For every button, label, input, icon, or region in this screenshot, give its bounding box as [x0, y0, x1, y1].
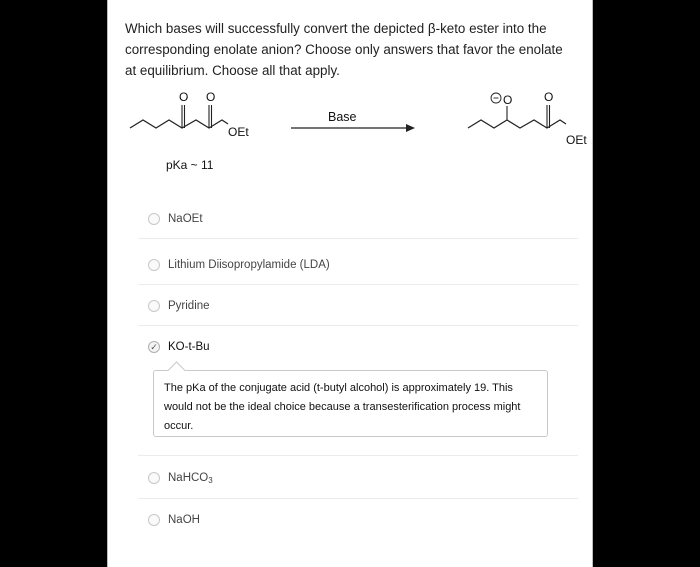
option-naoet-label: NaOEt [168, 213, 203, 225]
option-ko-t-bu-checkbox[interactable] [148, 341, 160, 353]
check-icon: ✓ [150, 341, 158, 352]
product-oxygen-enolate: O [503, 93, 513, 107]
reactant-oxygen-2: O [206, 90, 216, 104]
option-divider [138, 325, 578, 326]
option-nahco3-formula: NaHCO [168, 471, 209, 484]
reaction-arrow-head [406, 124, 415, 132]
option-lda-label: Lithium Diisopropylamide (LDA) [168, 259, 330, 271]
option-naoet[interactable] [148, 210, 568, 228]
option-divider [138, 284, 578, 285]
option-ko-t-bu-label: KO-t-Bu [168, 341, 210, 353]
option-nahco3-subscript: 3 [208, 475, 213, 485]
option-lda[interactable] [148, 256, 568, 274]
option-nahco3[interactable] [148, 469, 568, 487]
question-text: Which bases will successfully convert the depicted β-keto ester into the corresponding enolate anion? Choose only answers that favor the enolate at equilibrium. Choose all that apply. [125, 21, 563, 78]
option-naoh-checkbox[interactable] [148, 514, 160, 526]
option-naoh-label: NaOH [168, 514, 200, 526]
feedback-text: The pKa of the conjugate acid (t-butyl alcohol) is approximately 19. This would not be the ideal choice because a transesterification process might occur. [164, 382, 521, 432]
option-pyridine-label: Pyridine [168, 300, 210, 312]
reactant-oxygen-1: O [179, 90, 189, 104]
answer-feedback [153, 370, 548, 437]
option-pyridine[interactable] [148, 297, 568, 315]
reactant-chain [130, 120, 228, 128]
option-divider [138, 455, 578, 456]
option-ko-t-bu[interactable] [148, 338, 568, 356]
pka-label: pKa ~ 11 [166, 158, 214, 172]
product-chain [468, 120, 566, 128]
reaction-scheme [108, 88, 594, 188]
product-oxygen-carbonyl: O [544, 90, 554, 104]
product-ester-group: OEt [566, 133, 587, 147]
arrow-label-base: Base [328, 110, 357, 124]
option-nahco3-label [168, 472, 213, 485]
option-naoh[interactable] [148, 511, 568, 529]
option-lda-checkbox[interactable] [148, 259, 160, 271]
option-pyridine-checkbox[interactable] [148, 300, 160, 312]
reactant-ester-group: OEt [228, 125, 249, 139]
option-divider [138, 238, 578, 239]
question-card [107, 0, 593, 567]
option-nahco3-checkbox[interactable] [148, 472, 160, 484]
option-divider [138, 498, 578, 499]
option-naoet-checkbox[interactable] [148, 213, 160, 225]
